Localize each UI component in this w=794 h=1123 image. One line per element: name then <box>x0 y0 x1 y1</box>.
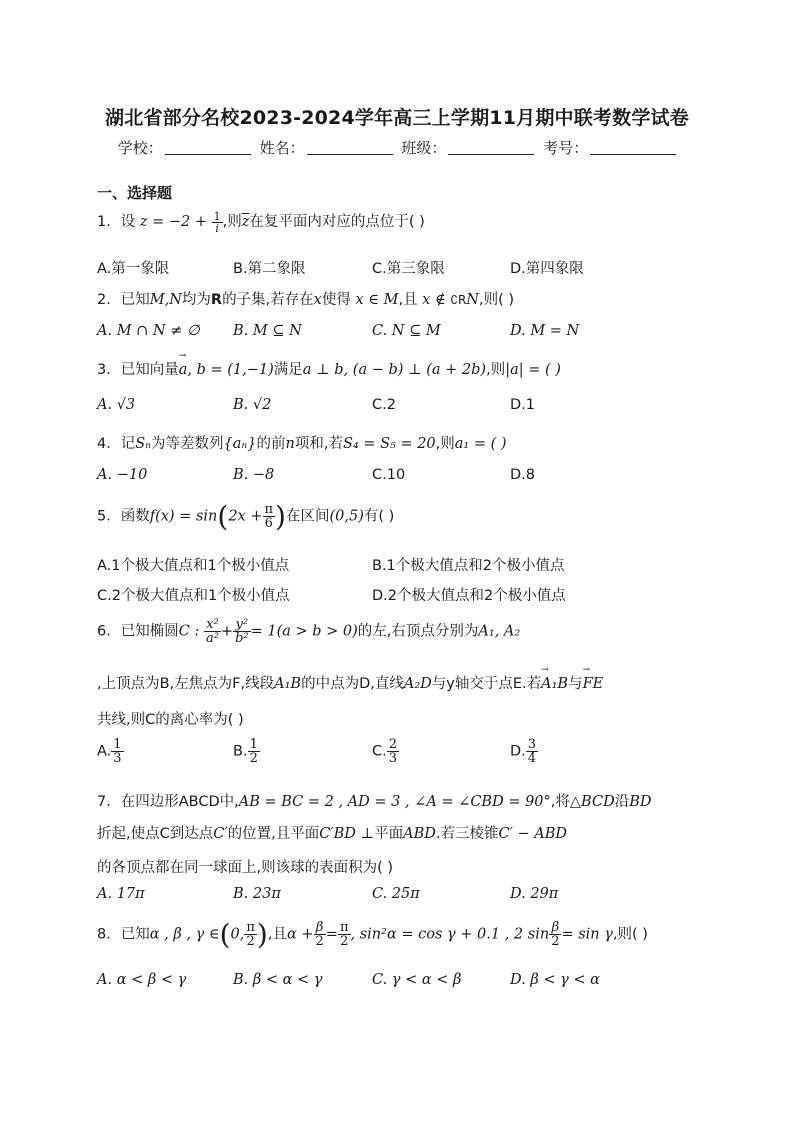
q6-option-a[interactable]: A. $\frac{1}{3}$ <box>97 737 122 766</box>
q2-option-c[interactable]: C. N ⊆ M <box>372 323 441 339</box>
q1-option-b[interactable]: B.第二象限 <box>233 261 306 277</box>
q7-option-a[interactable]: A. 17π <box>97 886 145 902</box>
class-field: 班级： <box>401 137 534 158</box>
exam-title: 湖北省部分名校2023-2024学年高三上学期11月期中联考数学试卷 <box>105 107 689 129</box>
school-field: 学校： <box>118 137 251 158</box>
q4-option-d[interactable]: D.8 <box>510 467 535 483</box>
q5-fraction: $\frac{\pi}{6}$ <box>264 502 274 531</box>
question-4: 4．记Sₙ为等差数列{aₙ}的前n项和,若S₄ = S₅ = 20,则a₁ = ( ) <box>97 436 507 452</box>
question-2: 2．已知M,N均为R的子集,若存在x使得 x ∈ M,且 x ∉ ∁RN,则( ) <box>97 292 515 308</box>
q1-option-a[interactable]: A.第一象限 <box>97 261 170 277</box>
q7-option-b[interactable]: B. 23π <box>233 886 281 902</box>
q4-option-a[interactable]: A. −10 <box>97 467 148 483</box>
q4-option-b[interactable]: B. −8 <box>233 467 275 483</box>
q3-option-d[interactable]: D.1 <box>510 397 535 413</box>
question-1: 1．设 z = −2 + $\frac{1}{i}$ ,则$\overline{z}$在复平面内对应的点位于( ) <box>97 209 425 235</box>
q2-option-a[interactable]: A. M ∩ N ≠ ∅ <box>97 323 200 339</box>
q3-option-c[interactable]: C.2 <box>372 397 396 413</box>
q5-option-d[interactable]: D.2个极大值点和2个极小值点 <box>372 588 566 604</box>
q8-option-d[interactable]: D. β < γ < α <box>510 972 600 988</box>
section-heading: 一、选择题 <box>97 184 173 202</box>
question-6-line-1: 6．已知椭圆C : $\frac{\text{x²}}{\text{a²}}$ + $\frac{\text{y²}}{\text{b²}}$ = 1(a > b > 0)的左,右顶点分别为A₁, A₂ <box>97 617 521 646</box>
question-6-line-3: 共线,则C的离心率为( ) <box>97 712 244 728</box>
school-blank[interactable] <box>165 154 251 155</box>
q1-option-d[interactable]: D.第四象限 <box>510 261 584 277</box>
q5-option-a[interactable]: A.1个极大值点和1个极小值点 <box>97 558 290 574</box>
student-info-line <box>0 137 794 158</box>
q3-option-a[interactable]: A. √3 <box>97 397 136 413</box>
q5-option-b[interactable]: B.1个极大值点和2个极小值点 <box>372 558 565 574</box>
exam-number-blank[interactable] <box>590 154 676 155</box>
q1-option-c[interactable]: C.第三象限 <box>372 261 445 277</box>
exam-number-field: 考号： <box>543 137 676 158</box>
q6-option-d[interactable]: D. $\frac{3}{4}$ <box>510 737 537 766</box>
q2-option-b[interactable]: B. M ⊆ N <box>233 323 302 339</box>
q8-option-a[interactable]: A. α < β < γ <box>97 972 187 988</box>
q6-option-c[interactable]: C. $\frac{2}{3}$ <box>372 737 398 766</box>
name-blank[interactable] <box>307 154 393 155</box>
q8-option-c[interactable]: C. γ < α < β <box>372 972 462 988</box>
q7-option-d[interactable]: D. 29π <box>510 886 559 902</box>
question-3: 3．已知向量→ a, b = (1,−1)满足a ⊥ b, (a − b) ⊥ (a + 2b),则|a| = ( ) <box>97 358 561 379</box>
question-7-line-1: 7．在四边形ABCD中,AB = BC = 2 , AD = 3 , ∠A = ∠CBD = 90°,将△BCD沿BD <box>97 794 652 810</box>
question-5: 5．函数f(x) = sin(2x + $\frac{\pi}{6}$ )在区间(0,5)有( ) <box>97 500 395 533</box>
q4-option-c[interactable]: C.10 <box>372 467 406 483</box>
question-6-line-2: ,上顶点为B,左焦点为F,线段A₁B的中点为D,直线A₂D与y轴交于点E.若→ A₁B与→ FE <box>97 672 603 693</box>
question-7-line-2: 折起,使点C到达点C′的位置,且平面C′BD ⊥平面ABD.若三棱锥C′ − ABD <box>97 826 568 842</box>
q3-option-b[interactable]: B. √2 <box>233 397 272 413</box>
name-field: 姓名： <box>260 137 393 158</box>
q6-option-b[interactable]: B. $\frac{1}{2}$ <box>233 737 258 766</box>
q2-option-d[interactable]: D. M = N <box>510 323 580 339</box>
q8-option-b[interactable]: B. β < α < γ <box>233 972 323 988</box>
q5-option-c[interactable]: C.2个极大值点和1个极小值点 <box>97 588 290 604</box>
class-blank[interactable] <box>448 154 534 155</box>
q1-fraction: $\frac{1}{i}$ <box>213 209 221 235</box>
q7-option-c[interactable]: C. 25π <box>372 886 420 902</box>
question-7-line-3: 的各顶点都在同一球面上,则该球的表面积为( ) <box>97 860 394 876</box>
question-8: 8．已知α , β , γ ∈(0, $\frac{\pi}{2}$ ),且α + $\frac{\beta}{2}$ = $\frac{\pi}{2}$ , sin²α = cos γ + 0.1 , 2 sin $\frac{\beta}{2}$ = sin γ,则( ) <box>97 918 648 951</box>
